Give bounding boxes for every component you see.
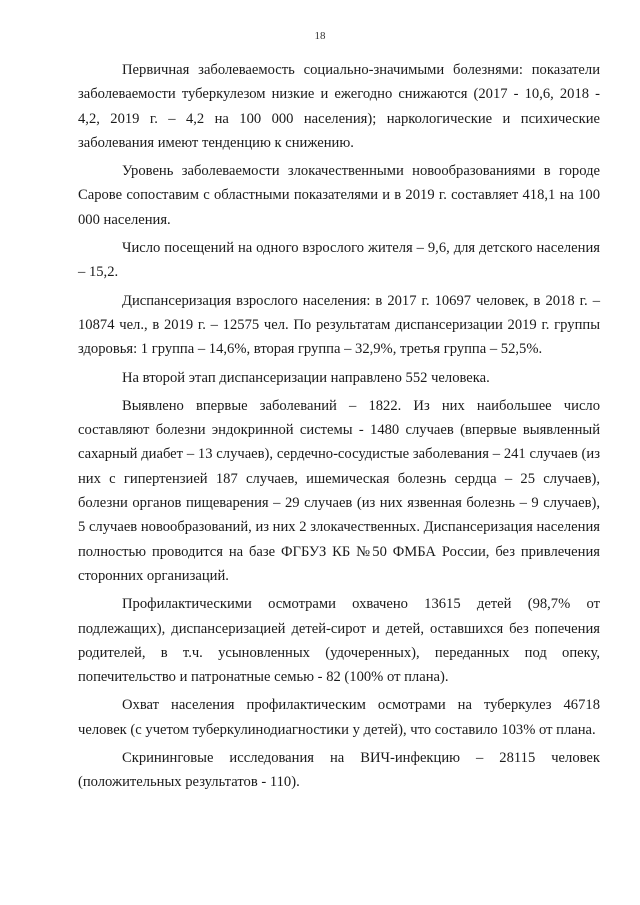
paragraph-adult-screening: Диспансеризация взрослого населения: в 2017 г. 10697 человек, в 2018 г. – 10874 чел., в 2019 г. – 12575 чел. По результатам диспансеризации 2019 г. группы здоровья: 1 группа – 14,6%, вторая группа – 32,9%, третья группа – 52,5%.: [78, 292, 600, 358]
paragraph-visits-per-resident: Число посещений на одного взрослого жителя – 9,6, для детского населения – 15,2.: [78, 240, 600, 281]
paragraph-oncology-incidence: Уровень заболеваемости злокачественными новообразованиями в городе Сарове сопоставим с областными показателями и в 2019 г. составляет 418,1 на 100 000 населения.: [78, 163, 600, 228]
document-body: [78, 58, 600, 795]
paragraph-hiv-screening: Скрининговые исследования на ВИЧ-инфекцию – 28115 человек (положительных результатов - 110).: [78, 750, 600, 791]
paragraph-tuberculosis-coverage: Охват населения профилактическим осмотрами на туберкулез 46718 человек (с учетом туберкулинодиагностики у детей), что составило 103% от плана.: [78, 697, 600, 738]
paragraph-second-stage: На второй этап диспансеризации направлено 552 человека.: [122, 369, 490, 386]
paragraph-child-checkups: Профилактическими осмотрами охвачено 13615 детей (98,7% от подлежащих), диспансеризацией детей-сирот и детей, оставшихся без попечения родителей, в т.ч. усыновленных (удочеренных), переданных под опеку, попечительство и патронатные семью - 82 (100% от плана).: [78, 596, 600, 686]
page-number: 18: [314, 30, 326, 42]
paragraph-socially-significant-diseases: Первичная заболеваемость социально-значимыми болезнями: показатели заболеваемости туберкулезом низкие и ежегодно снижаются (2017 - 10,6, 2018 - 4,2, 2019 г. – 4,2 на 100 000 населения); наркологические и психические заболевания имеют тенденцию к снижению.: [78, 62, 600, 151]
paragraph-newly-detected-diseases: Выявлено впервые заболеваний – 1822. Из них наибольшее число составляют болезни эндокринной системы - 1480 случаев (впервые выявленный сахарный диабет – 13 случаев), сердечно-сосудистые заболевания – 241 случаев (из них с гипертензией 187 случаев, ишемическая болезнь сердца – 25 случаев), болезни органов пищеварения – 29 случаев (из них язвенная болезнь – 9 случаев), 5 случаев новообразований, из них 2 злокачественных. Диспансеризация населения полностью проводится на базе ФГБУЗ КБ №50 ФМБА России, без привлечения сторонних организаций.: [78, 397, 600, 584]
